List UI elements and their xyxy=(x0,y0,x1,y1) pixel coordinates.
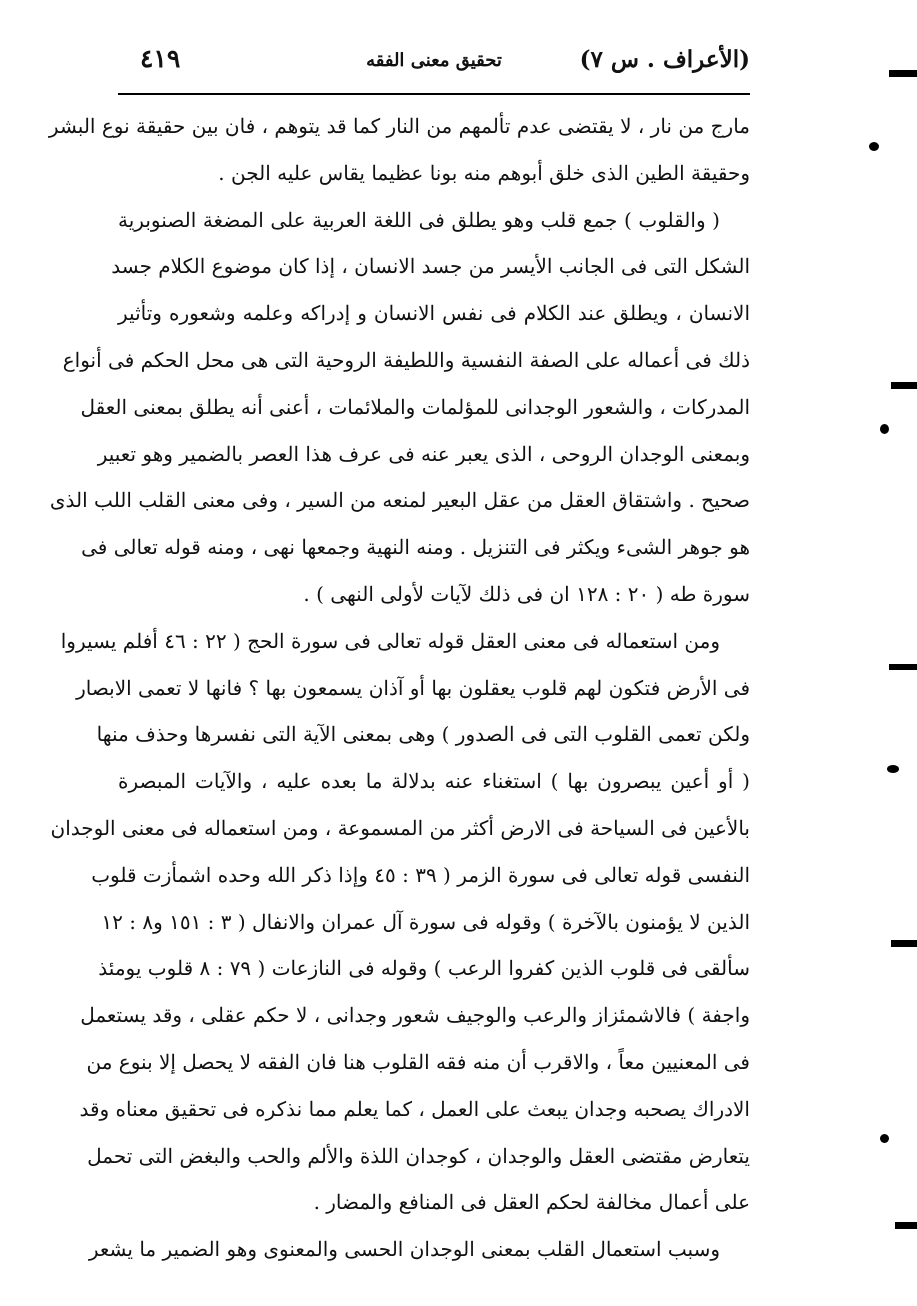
text-line: ( والقلوب ) جمع قلب وهو يطلق فى اللغة العربية على المضغة الصنوبرية xyxy=(118,207,720,232)
text-line: يتعارض مقتضى العقل والوجدان ، كوجدان اللذة والألم والحب والبغض التى تحمل xyxy=(87,1143,750,1168)
text-line: صحيح . واشتقاق العقل من عقل البعير لمنعه من السير ، وفى معنى القلب اللب الذى xyxy=(49,488,750,513)
page-header xyxy=(118,40,750,90)
page-number: ٤١٩ xyxy=(140,44,181,73)
text-line: فى المعنيين معاً ، والاقرب أن منه فقه القلوب هنا فان الفقه لا يحصل إلا بنوع من xyxy=(86,1049,750,1074)
scan-speck xyxy=(887,765,899,773)
scan-mark xyxy=(889,664,917,670)
text-line: سألقى فى قلوب الذين كفروا الرعب ) وقوله فى النازعات ( ٧٩ : ٨ قلوب يومئذ xyxy=(98,956,750,981)
text-line: الادراك يصحبه وجدان يبعث على العمل ، كما يعلم مما نذكره فى تحقيق معناه وقد xyxy=(79,1096,750,1121)
scan-mark xyxy=(891,382,917,389)
scan-mark xyxy=(889,70,917,77)
text-line: ومن استعماله فى معنى العقل قوله تعالى فى سورة الحج ( ٢٢ : ٤٦ أفلم يسيروا xyxy=(60,628,720,653)
scan-speck xyxy=(880,1134,889,1143)
scan-speck xyxy=(869,142,879,151)
header-rule xyxy=(118,93,750,95)
text-line: سورة طه ( ٢٠ : ١٢٨ ان فى ذلك لآيات لأولى النهى ) . xyxy=(303,581,750,606)
text-line: هو جوهر الشىء ويكثر فى التنزيل . ومنه النهية وجمعها نهى ، ومنه قوله تعالى فى xyxy=(81,535,750,560)
text-line: بالأعين فى السياحة فى الارض أكثر من المسموعة ، ومن استعماله فى معنى الوجدان xyxy=(50,815,750,840)
text-line: ولكن تعمى القلوب التى فى الصدور ) وهى بمعنى الآية التى نفسرها وحذف منها xyxy=(96,722,750,747)
scan-mark xyxy=(891,940,917,947)
text-line: واجفة ) فالاشمئزاز والرعب والوجيف شعور وجدانى ، لا حكم عقلى ، وقد يستعمل xyxy=(80,1003,750,1028)
text-line: الذين لا يؤمنون بالآخرة ) وقوله فى سورة آل عمران والانفال ( ٣ : ١٥١ و٨ : ١٢ xyxy=(101,909,750,934)
scan-speck xyxy=(880,424,889,434)
text-line: ذلك فى أعماله على الصفة النفسية واللطيفة الروحية التى هى محل الحكم فى أنواع xyxy=(62,347,750,372)
text-line: ( أو أعين يبصرون بها ) استغناء عنه بدلالة ما بعده عليه ، والآيات المبصرة xyxy=(118,769,750,794)
running-title: تحقيق معنى الفقه xyxy=(366,50,502,71)
chapter-reference: (الأعراف . س ٧) xyxy=(579,46,750,73)
text-line: مارج من نار ، لا يقتضى عدم تألمهم من النار كما قد يتوهم ، فان بين حقيقة نوع البشر xyxy=(48,114,750,138)
body-text xyxy=(48,103,750,1273)
text-line: النفسى قوله تعالى فى سورة الزمر ( ٣٩ : ٤٥ وإذا ذكر الله وحده اشمأزت قلوب xyxy=(91,862,750,887)
text-line: وحقيقة الطين الذى خلق أبوهم منه بونا عظيما يقاس عليه الجن . xyxy=(218,160,750,185)
text-line: على أعمال مخالفة لحكم العقل فى المنافع والمضار . xyxy=(313,1190,750,1215)
text-line: الانسان ، ويطلق عند الكلام فى نفس الانسان و إدراكه وعلمه وشعوره وتأثير xyxy=(118,301,750,326)
scan-mark xyxy=(895,1222,917,1229)
text-line: الشكل التى فى الجانب الأيسر من جسد الانسان ، إذا كان موضوع الكلام جسد xyxy=(111,254,750,279)
text-line: وسبب استعمال القلب بمعنى الوجدان الحسى والمعنوى وهو الضمير ما يشعر xyxy=(88,1237,720,1262)
text-line: وبمعنى الوجدان الروحى ، الذى يعبر عنه فى عرف هذا العصر بالضمير وهو تعبير xyxy=(97,441,750,466)
text-line: المدركات ، والشعور الوجدانى للمؤلمات والملائمات ، أعنى أنه يطلق بمعنى العقل xyxy=(80,394,750,419)
text-line: فى الأرض فتكون لهم قلوب يعقلون بها أو آذان يسمعون بها ؟ فانها لا تعمى الابصار xyxy=(76,675,750,700)
